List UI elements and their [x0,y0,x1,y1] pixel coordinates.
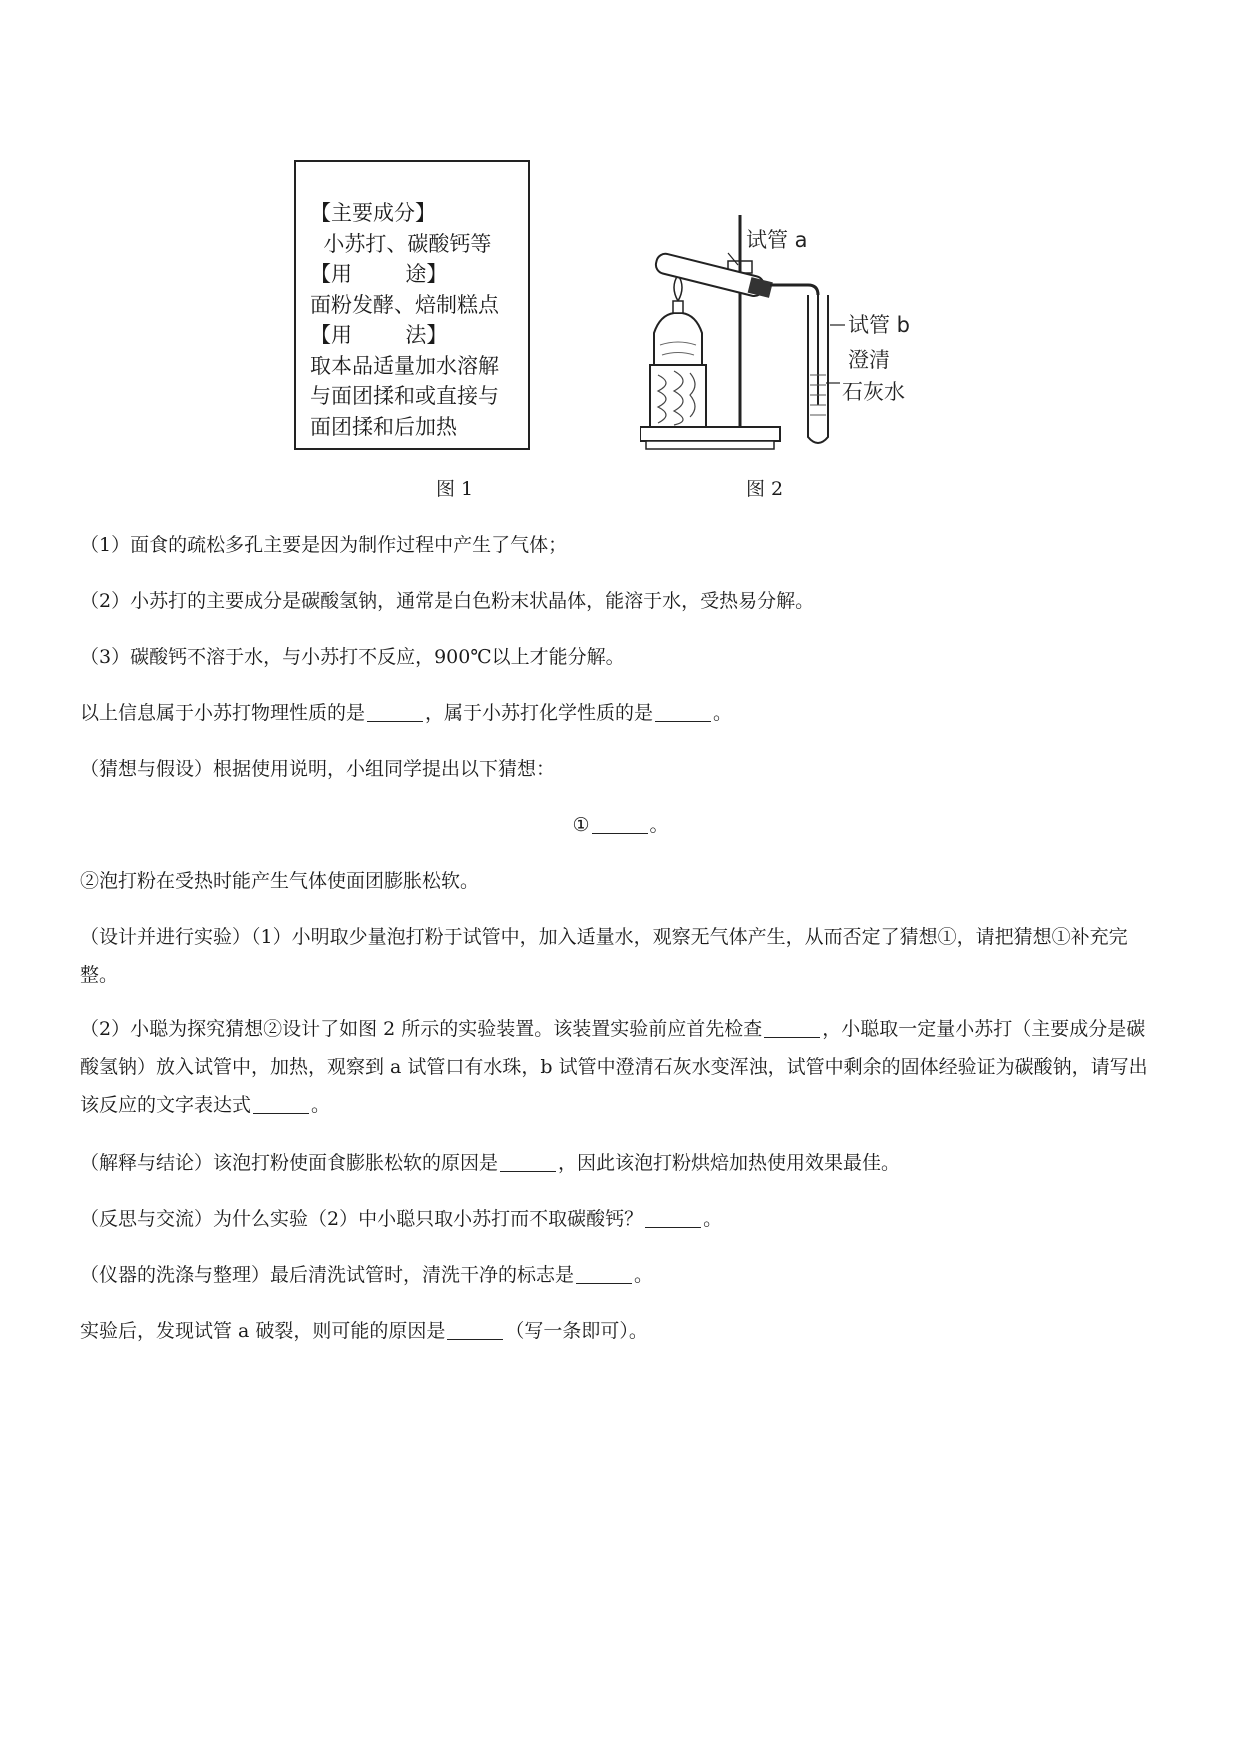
answer-blank[interactable] [576,1264,632,1284]
conclusion: （解释与结论）该泡打粉使面食膨胀松软的原因是 ，因此该泡打粉烘焙加热使用效果最佳。 [80,1152,901,1174]
question-properties: 以上信息属于小苏打物理性质的是 ，属于小苏打化学性质的是 。 [80,702,733,724]
label-line: 【主要成分】 [310,201,436,225]
label-line: 取本品适量加水溶解 [310,353,499,378]
tube-crack-question: 实验后，发现试管 a 破裂，则可能的原因是 （写一条即可）。 [80,1320,648,1342]
label-line: 面团揉和后加热 [310,414,457,439]
hypothesis-intro: （猜想与假设）根据使用说明，小组同学提出以下猜想： [80,758,556,780]
reflection: （反思与交流）为什么实验（2）中小聪只取小苏打而不取碳酸钙？ 。 [80,1208,723,1230]
apparatus-diagram [640,205,960,465]
answer-blank[interactable] [447,1320,503,1340]
hypothesis-1: ① 。 [572,814,669,836]
label-line: 【用 途】 [310,262,448,286]
label-line: 小苏打、碳酸钙等 [310,231,492,256]
answer-blank[interactable] [655,702,711,722]
info-1: （1）面食的疏松多孔主要是因为制作过程中产生了气体； [80,534,568,556]
stand-base [640,427,780,441]
figure2-caption: 图 2 [746,478,784,500]
label-line: 面粉发酵、焙制糕点 [310,292,499,317]
answer-blank[interactable] [253,1094,309,1114]
wood-block [650,365,706,427]
info-3: （3）碳酸钙不溶于水，与小苏打不反应，900℃以上才能分解。 [80,646,625,668]
answer-blank[interactable] [764,1018,820,1038]
figures-area [0,0,1241,520]
cleaning: （仪器的洗涤与整理）最后清洗试管时，清洗干净的标志是 。 [80,1264,654,1286]
answer-blank[interactable] [645,1208,701,1228]
stand-foot [646,441,774,449]
alcohol-lamp [654,313,702,365]
wick [673,301,683,313]
answer-blank[interactable] [592,814,648,834]
product-label-box [294,160,530,450]
label-tube-a: 试管 a [746,228,808,252]
label-line: 与面团揉和或直接与 [310,384,499,408]
label-line: 【用 法】 [310,323,448,347]
hypothesis-2: ②泡打粉在受热时能产生气体使面团膨胀松软。 [80,870,480,892]
figure1-caption: 图 1 [436,478,474,500]
answer-blank[interactable] [500,1152,556,1172]
info-2: （2）小苏打的主要成分是碳酸氢钠，通常是白色粉末状晶体，能溶于水，受热易分解。 [80,590,815,612]
leader-line [728,253,738,265]
experiment-2: （2）小聪为探究猜想②设计了如图 2 所示的实验装置。该装置实验前应首先检查 ，小聪取一定量小苏打（主要成分是碳酸氢钠）放入试管中，加热，观察到 a 试管口有水珠，b 试管中澄清石灰水变浑浊，试管中剩余的固体经验证为碳酸钠，请写出该反应的文字表达式 。 [80,1018,1148,1116]
label-clear: 澄清 [848,348,890,372]
label-limewater: 石灰水 [842,380,905,404]
tube-a [654,252,773,300]
label-tube-b: 试管 b [848,313,911,337]
experiment-1: （设计并进行实验）（1）小明取少量泡打粉于试管中，加入适量水，观察无气体产生，从而否定了猜想①，请把猜想①补充完整。 [80,926,1128,986]
answer-blank[interactable] [367,702,423,722]
